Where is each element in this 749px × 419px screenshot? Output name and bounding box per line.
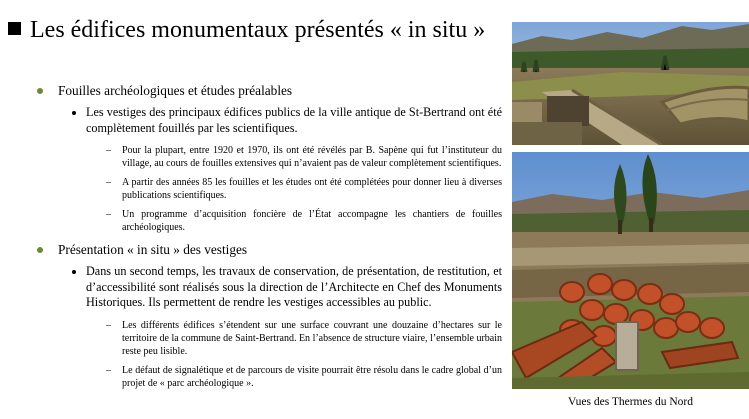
section-heading (36, 82, 502, 99)
slide-title: Les édifices monumentaux présentés « in situ » (30, 17, 486, 43)
section-heading-text: Fouilles archéologiques et études préalables (58, 83, 293, 98)
dash-bullet-icon: – (106, 364, 111, 376)
detail-item (106, 176, 502, 202)
title-block (8, 16, 498, 45)
dash-bullet-icon: – (106, 145, 111, 156)
round-bullet-icon (37, 247, 43, 253)
dot-bullet-icon (72, 111, 76, 115)
detail-text: Un programme d’acquisition foncière de l’État accompagne les chantiers de fouilles archéologiques. (122, 209, 502, 233)
detail-item (106, 144, 502, 170)
photo-column-drums (512, 152, 749, 389)
detail-item (106, 319, 502, 358)
dot-bullet-icon (72, 270, 76, 274)
photo-caption: Vues des Thermes du Nord (568, 396, 693, 408)
square-bullet-icon (8, 22, 21, 35)
dash-bullet-icon: – (106, 177, 111, 188)
dash-bullet-icon: – (106, 319, 111, 331)
detail-item (106, 208, 502, 234)
section-point (72, 105, 502, 136)
dash-bullet-icon: – (106, 209, 111, 220)
section-heading-text: Présentation « in situ » des vestiges (58, 242, 248, 257)
detail-text: Les différents édifices s’étendent sur une surface couvrant une douzaine d’hectares sur le territoire de la commune de Saint-Bertrand. En l’absence de structure viaire, l’ensemble urbain reste peu lisible. (122, 319, 502, 357)
round-bullet-icon (37, 88, 43, 94)
section-heading (36, 241, 502, 258)
photo-ruins-top (512, 22, 749, 145)
detail-item (106, 364, 502, 390)
section-point-text: Les vestiges des principaux édifices publics de la ville antique de St-Bertrand ont été complètement fouillés par les scientifiques. (86, 105, 502, 135)
detail-text: A partir des années 85 les fouilles et les études ont été complétées pour donner lieu à diverses publications scientifiques. (122, 177, 502, 201)
bullet-content (36, 80, 502, 390)
detail-text: Le défaut de signalétique et de parcours de visite pourrait être résolu dans le cadre global d’un projet de « parc archéologique ». (122, 364, 502, 389)
section-point (72, 264, 502, 311)
section-point-text: Dans un second temps, les travaux de conservation, de présentation, de restitution, et d’accessibilité sont réalisés sous la direction de l’Architecte en Chef des Monuments Historiques. Ils permettent de rendre les vestiges accessibles au public. (86, 264, 502, 309)
detail-text: Pour la plupart, entre 1920 et 1970, ils ont été révélés par B. Sapène qui fut l’instituteur du village, au cours de fouilles extensives qui n’avaient pas de valeur complètement scientifiques. (122, 145, 502, 169)
